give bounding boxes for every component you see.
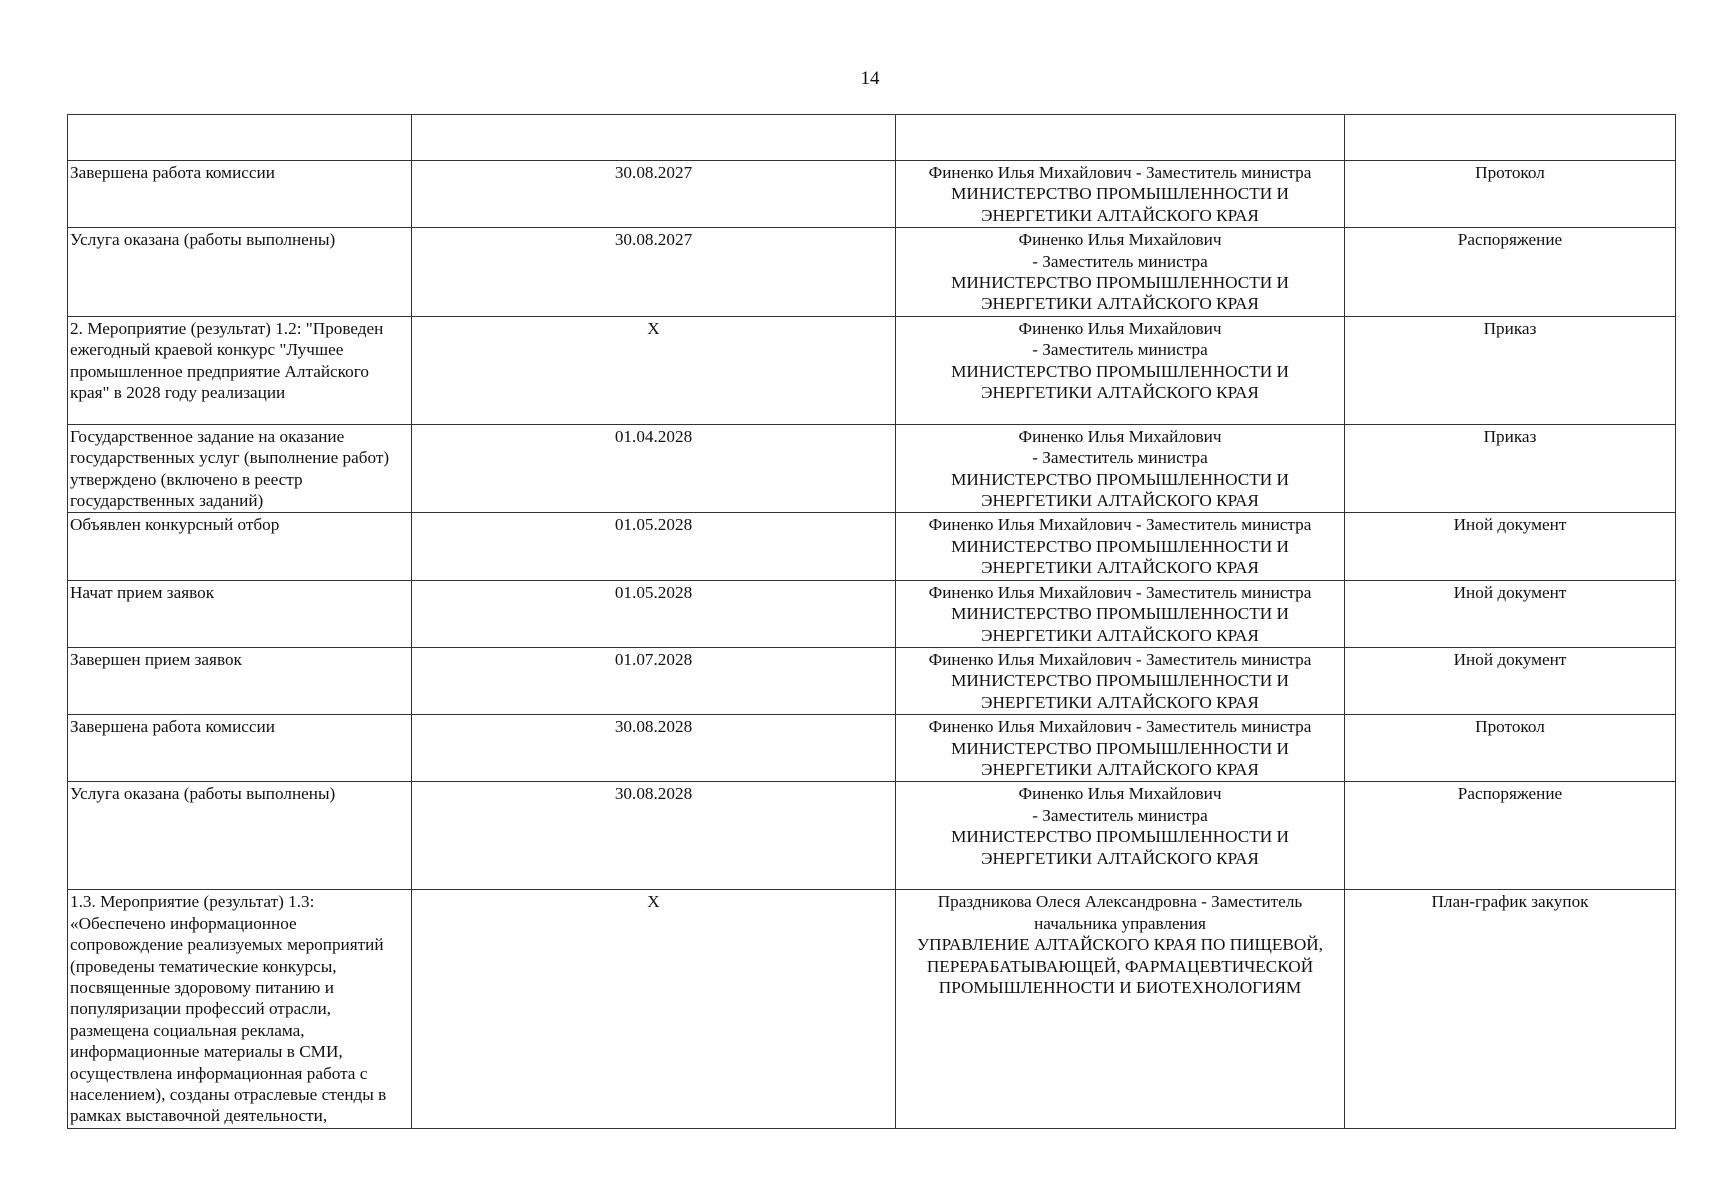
table-row	[68, 890, 1676, 1129]
event-cell: 1.3. Мероприятие (результат) 1.3: «Обеспечено информационное сопровождение реализуемых мероприятий (проведены тематические конкурсы, посвященные здоровому питанию и популяризации профессий отрасли, размещена социальная реклама, информационные материалы в СМИ, осуществлена информационная работа с населением), созданы отраслевые стенды в рамках выставочной деятельности,	[68, 890, 412, 1129]
responsible-line: ПЕРЕРАБАТЫВАЮЩЕЙ, ФАРМАЦЕВТИЧЕСКОЙ	[926, 956, 1314, 976]
responsible-cell	[896, 161, 1345, 228]
responsible-cell	[896, 115, 1345, 161]
responsible-line: УПРАВЛЕНИЕ АЛТАЙСКОГО КРАЯ ПО ПИЩЕВОЙ,	[917, 935, 1323, 955]
responsible-line: МИНИСТЕРСТВО ПРОМЫШЛЕННОСТИ И	[951, 827, 1289, 847]
responsible-line: ЭНЕРГЕТИКИ АЛТАЙСКОГО КРАЯ	[981, 558, 1259, 578]
table-row	[68, 424, 1676, 513]
responsible-line: Финенко Илья Михайлович	[1018, 426, 1222, 446]
responsible-line: - Заместитель министра	[1032, 340, 1208, 360]
responsible-line: Финенко Илья Михайлович	[1018, 318, 1222, 338]
responsible-line: - Заместитель министра	[1032, 805, 1208, 825]
document-cell: Протокол	[1345, 715, 1676, 782]
responsible-line: МИНИСТЕРСТВО ПРОМЫШЛЕННОСТИ И	[951, 738, 1289, 758]
responsible-line: МИНИСТЕРСТВО ПРОМЫШЛЕННОСТИ И	[951, 361, 1289, 381]
document-cell: Распоряжение	[1345, 782, 1676, 890]
table-row	[68, 115, 1676, 161]
responsible-cell	[896, 647, 1345, 714]
responsible-line: МИНИСТЕРСТВО ПРОМЫШЛЕННОСТИ И	[951, 671, 1289, 691]
document-cell: Приказ	[1345, 424, 1676, 513]
responsible-line: ЭНЕРГЕТИКИ АЛТАЙСКОГО КРАЯ	[981, 848, 1259, 868]
document-cell: Иной документ	[1345, 580, 1676, 647]
responsible-line: ЭНЕРГЕТИКИ АЛТАЙСКОГО КРАЯ	[981, 205, 1259, 225]
responsible-line: Финенко Илья Михайлович - Заместитель министра	[928, 649, 1312, 669]
plan-table	[67, 114, 1676, 1129]
date-cell	[412, 115, 896, 161]
date-cell: X	[412, 316, 896, 424]
event-cell: Начат прием заявок	[68, 580, 412, 647]
document-cell: Протокол	[1345, 161, 1676, 228]
responsible-line: ЭНЕРГЕТИКИ АЛТАЙСКОГО КРАЯ	[981, 383, 1259, 403]
document-cell: План-график закупок	[1345, 890, 1676, 1129]
date-cell: 30.08.2028	[412, 782, 896, 890]
event-cell: Услуга оказана (работы выполнены)	[68, 228, 412, 317]
responsible-line: ЭНЕРГЕТИКИ АЛТАЙСКОГО КРАЯ	[981, 625, 1259, 645]
responsible-line: начальника управления	[1034, 913, 1206, 933]
page-number: 14	[860, 68, 880, 89]
responsible-cell	[896, 580, 1345, 647]
event-cell: 2. Мероприятие (результат) 1.2: "Проведен ежегодный краевой конкурс "Лучшее промышленное предприятие Алтайского края" в 2028 году реализации	[68, 316, 412, 424]
date-cell: 01.05.2028	[412, 513, 896, 580]
date-cell: 30.08.2028	[412, 715, 896, 782]
document-cell: Распоряжение	[1345, 228, 1676, 317]
document-cell	[1345, 115, 1676, 161]
responsible-line: ЭНЕРГЕТИКИ АЛТАЙСКОГО КРАЯ	[981, 759, 1259, 779]
responsible-line: ЭНЕРГЕТИКИ АЛТАЙСКОГО КРАЯ	[981, 692, 1259, 712]
table-row	[68, 647, 1676, 714]
responsible-cell	[896, 782, 1345, 890]
document-cell: Приказ	[1345, 316, 1676, 424]
responsible-line: МИНИСТЕРСТВО ПРОМЫШЛЕННОСТИ И	[951, 604, 1289, 624]
responsible-cell	[896, 228, 1345, 317]
date-cell: 01.04.2028	[412, 424, 896, 513]
responsible-line: МИНИСТЕРСТВО ПРОМЫШЛЕННОСТИ И	[951, 469, 1289, 489]
event-cell: Государственное задание на оказание государственных услуг (выполнение работ) утверждено (включено в реестр государственных заданий)	[68, 424, 412, 513]
responsible-line: Праздникова Олеся Александровна - Заместитель	[937, 892, 1303, 912]
responsible-line: - Заместитель министра	[1032, 448, 1208, 468]
date-cell: 01.07.2028	[412, 647, 896, 714]
responsible-line: Финенко Илья Михайлович - Заместитель министра	[928, 515, 1312, 535]
table-row	[68, 715, 1676, 782]
responsible-cell	[896, 316, 1345, 424]
responsible-line: Финенко Илья Михайлович - Заместитель министра	[928, 582, 1312, 602]
responsible-line: Финенко Илья Михайлович - Заместитель министра	[928, 717, 1312, 737]
responsible-line: Финенко Илья Михайлович	[1018, 784, 1222, 804]
responsible-line: ЭНЕРГЕТИКИ АЛТАЙСКОГО КРАЯ	[981, 294, 1259, 314]
document-cell: Иной документ	[1345, 513, 1676, 580]
date-cell: 30.08.2027	[412, 161, 896, 228]
event-cell: Завершена работа комиссии	[68, 715, 412, 782]
responsible-line: ЭНЕРГЕТИКИ АЛТАЙСКОГО КРАЯ	[981, 491, 1259, 511]
event-cell: Услуга оказана (работы выполнены)	[68, 782, 412, 890]
responsible-cell	[896, 513, 1345, 580]
responsible-line: МИНИСТЕРСТВО ПРОМЫШЛЕННОСТИ И	[951, 273, 1289, 293]
date-cell: 01.05.2028	[412, 580, 896, 647]
responsible-line: МИНИСТЕРСТВО ПРОМЫШЛЕННОСТИ И	[951, 184, 1289, 204]
table-row	[68, 228, 1676, 317]
event-cell	[68, 115, 412, 161]
date-cell: 30.08.2027	[412, 228, 896, 317]
table-row	[68, 580, 1676, 647]
table-row	[68, 161, 1676, 228]
plan-table-body	[68, 115, 1676, 1129]
responsible-line: Финенко Илья Михайлович	[1018, 230, 1222, 250]
event-cell: Объявлен конкурсный отбор	[68, 513, 412, 580]
responsible-line: - Заместитель министра	[1032, 251, 1208, 271]
responsible-line: Финенко Илья Михайлович - Заместитель министра	[928, 163, 1312, 182]
document-cell: Иной документ	[1345, 647, 1676, 714]
responsible-cell	[896, 890, 1345, 1129]
responsible-line: МИНИСТЕРСТВО ПРОМЫШЛЕННОСТИ И	[951, 536, 1289, 556]
table-row	[68, 316, 1676, 424]
date-cell: X	[412, 890, 896, 1129]
table-row	[68, 782, 1676, 890]
table-row	[68, 513, 1676, 580]
responsible-cell	[896, 424, 1345, 513]
event-cell: Завершена работа комиссии	[68, 161, 412, 228]
responsible-line: ПРОМЫШЛЕННОСТИ И БИОТЕХНОЛОГИЯМ	[938, 977, 1302, 997]
responsible-cell	[896, 715, 1345, 782]
event-cell: Завершен прием заявок	[68, 647, 412, 714]
